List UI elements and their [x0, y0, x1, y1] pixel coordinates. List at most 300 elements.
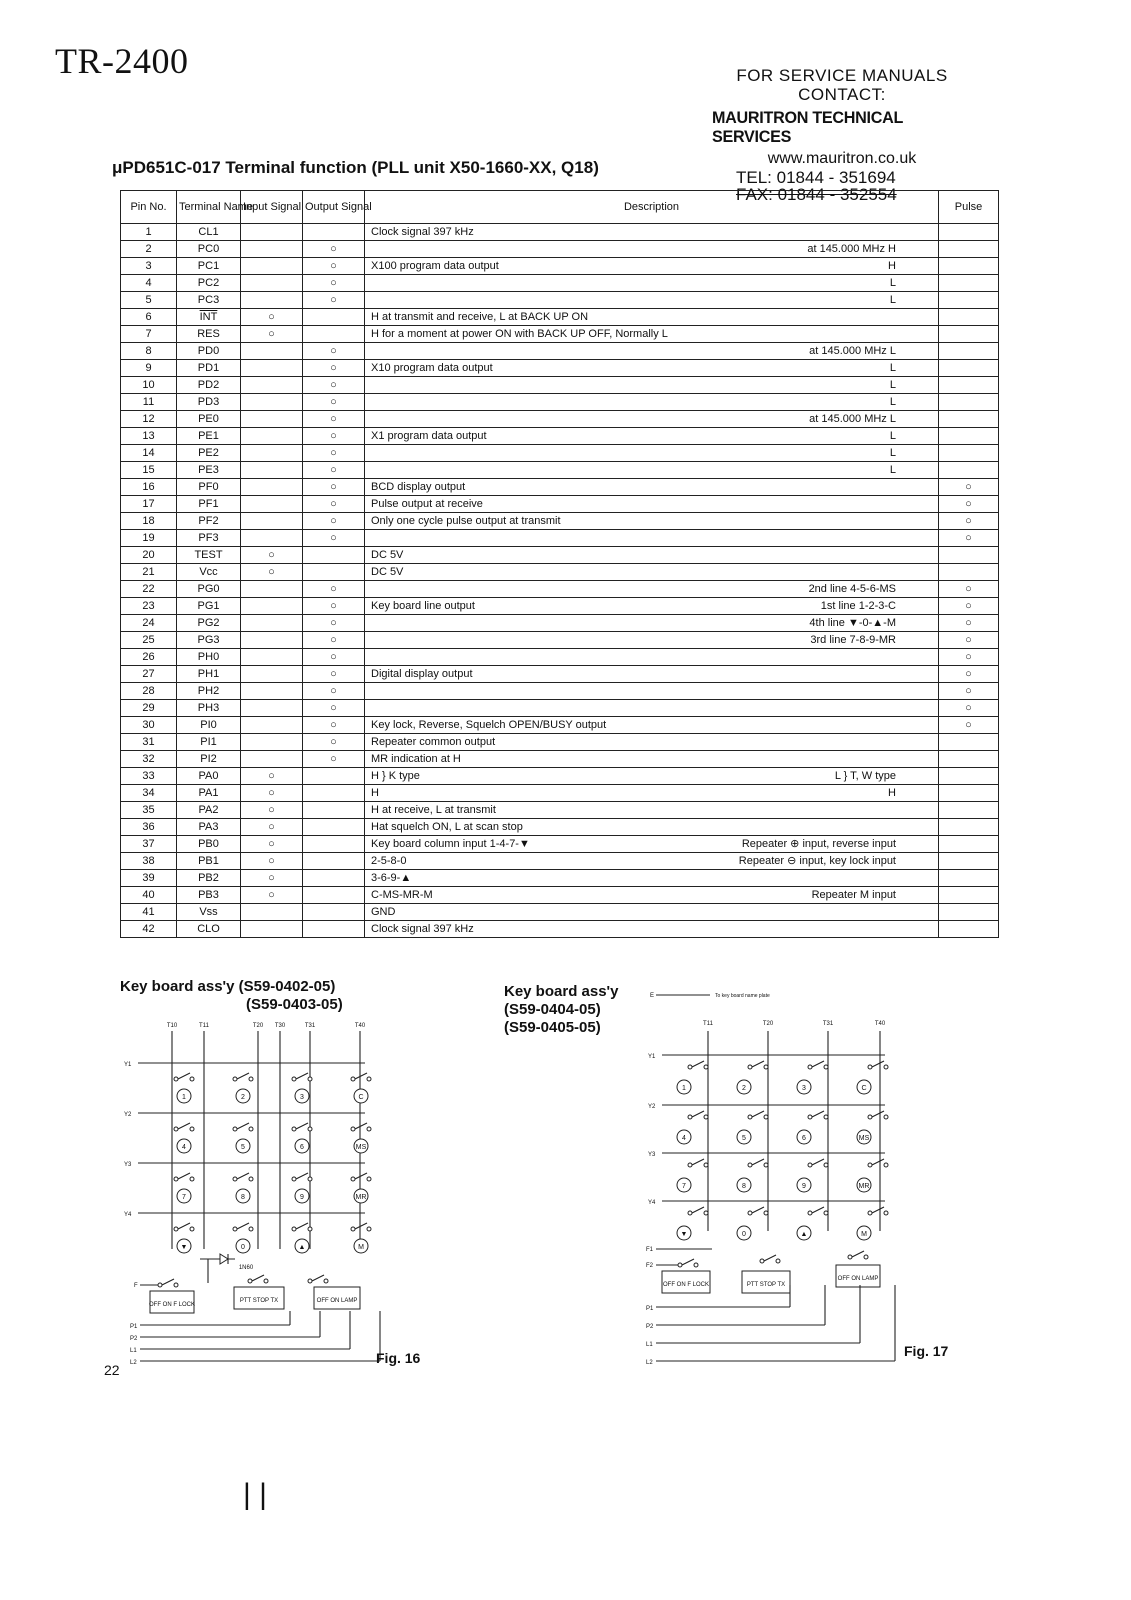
pulse-cell-text: ○	[965, 719, 972, 731]
key-label: ▼	[180, 1244, 188, 1251]
pulse-cell	[939, 360, 999, 377]
column-label: T11	[199, 1023, 209, 1029]
terminal-name-cell	[177, 479, 241, 496]
terminal-name-cell	[177, 428, 241, 445]
description-cell	[365, 445, 939, 462]
pin-cell-text: 25	[142, 634, 155, 646]
input-signal-cell-text: ○	[268, 311, 275, 323]
pulse-cell	[939, 615, 999, 632]
description-note: L	[889, 430, 896, 442]
description-note: H	[888, 260, 896, 272]
pulse-cell	[939, 411, 999, 428]
description-note: Repeater M input	[811, 889, 896, 901]
description-cell	[365, 309, 939, 326]
fig16-caption: Fig. 16	[376, 1350, 421, 1366]
terminal-name-cell	[177, 258, 241, 275]
pulse-cell	[939, 479, 999, 496]
terminal-name-cell-text: TEST	[194, 549, 223, 561]
description-cell	[365, 768, 939, 785]
pin-cell	[121, 360, 177, 377]
key-switch-lever	[178, 1173, 190, 1179]
pin-cell	[121, 428, 177, 445]
output-signal-cell	[303, 632, 365, 649]
key-switch-contact	[748, 1115, 752, 1119]
ptt-switch-contact	[264, 1279, 268, 1283]
output-signal-cell-text: ○	[330, 396, 337, 408]
key-switch-contact	[688, 1163, 692, 1167]
table-row	[121, 428, 999, 445]
output-signal-cell	[303, 870, 365, 887]
terminal-name-cell	[177, 275, 241, 292]
switch-label: OFF ON F LOCK	[662, 1282, 710, 1288]
header-pulse: Pulse	[939, 191, 999, 224]
terminal-name-cell-text: RES	[197, 328, 220, 340]
terminal-name-cell	[177, 717, 241, 734]
pin-cell-text: 20	[142, 549, 155, 561]
input-signal-cell	[241, 462, 303, 479]
pulse-cell	[939, 700, 999, 717]
terminal-name-cell	[177, 496, 241, 513]
row-label: Y3	[648, 1152, 656, 1158]
terminal-name-cell-text: Vss	[199, 906, 218, 918]
table-row	[121, 581, 999, 598]
description-cell	[365, 326, 939, 343]
terminal-name-cell-text: PF0	[198, 481, 219, 493]
table-row	[121, 530, 999, 547]
pin-cell	[121, 258, 177, 275]
key-switch-lever	[178, 1073, 190, 1079]
input-signal-cell	[241, 921, 303, 938]
pin-cell-text: 19	[142, 532, 155, 544]
line-label: P1	[646, 1306, 654, 1312]
output-signal-cell-text: ○	[330, 362, 337, 374]
terminal-name-cell-text: PA3	[198, 821, 219, 833]
description-cell	[365, 904, 939, 921]
terminal-name-cell-text: PE3	[198, 464, 219, 476]
pin-cell-text: 14	[142, 447, 155, 459]
description-cell	[365, 377, 939, 394]
e-label: E	[650, 993, 655, 999]
table-row	[121, 292, 999, 309]
column-label: T11	[703, 1021, 713, 1027]
key-label: 8	[742, 1183, 746, 1190]
key-switch-contact	[868, 1163, 872, 1167]
key-switch-contact	[190, 1227, 194, 1231]
pin-cell	[121, 700, 177, 717]
input-signal-cell	[241, 819, 303, 836]
f-switch-contact	[158, 1283, 162, 1287]
input-signal-cell	[241, 326, 303, 343]
line-label: L1	[130, 1348, 137, 1354]
key-switch-contact	[308, 1127, 312, 1131]
description-text: DC 5V	[371, 549, 404, 561]
key-label: 6	[802, 1135, 806, 1142]
pulse-cell	[939, 887, 999, 904]
input-signal-cell	[241, 632, 303, 649]
terminal-name-cell-text: PD2	[197, 379, 220, 391]
lamp-switch-lever	[852, 1251, 864, 1257]
output-signal-cell	[303, 683, 365, 700]
line-label: L1	[646, 1342, 653, 1348]
description-note: L	[889, 277, 896, 289]
description-cell	[365, 258, 939, 275]
key-switch-contact	[190, 1077, 194, 1081]
pulse-cell	[939, 241, 999, 258]
terminal-name-cell	[177, 853, 241, 870]
pin-cell-text: 26	[142, 651, 155, 663]
pulse-cell	[939, 326, 999, 343]
switch-label: OFF ON LAMP	[316, 1298, 358, 1304]
key-switch-contact	[808, 1065, 812, 1069]
terminal-name-cell	[177, 785, 241, 802]
key-switch-contact	[824, 1065, 828, 1069]
input-signal-cell	[241, 394, 303, 411]
key-switch-contact	[351, 1077, 355, 1081]
terminal-table-body	[121, 224, 999, 938]
key-switch-contact	[884, 1115, 888, 1119]
input-signal-cell	[241, 802, 303, 819]
pulse-cell	[939, 462, 999, 479]
key-switch-contact	[351, 1177, 355, 1181]
pulse-cell-text: ○	[965, 583, 972, 595]
output-signal-cell	[303, 241, 365, 258]
input-signal-cell	[241, 700, 303, 717]
row-label: Y2	[124, 1112, 132, 1118]
key-switch-lever	[296, 1073, 308, 1079]
key-switch-contact	[249, 1227, 253, 1231]
table-row	[121, 717, 999, 734]
pin-cell	[121, 632, 177, 649]
pin-cell	[121, 649, 177, 666]
key-switch-lever	[872, 1207, 884, 1213]
terminal-function-table	[120, 190, 999, 938]
key-switch-contact	[249, 1127, 253, 1131]
key-label: 5	[241, 1144, 245, 1151]
column-label: T20	[252, 1023, 264, 1029]
input-signal-cell	[241, 904, 303, 921]
key-label: MS	[858, 1135, 870, 1142]
fig17-schematic	[640, 985, 910, 1370]
terminal-name-cell	[177, 802, 241, 819]
description-text: 2-5-8-0	[371, 855, 407, 867]
contact-tel: TEL: 01844 - 351694	[736, 168, 896, 187]
pulse-cell	[939, 666, 999, 683]
description-text: Clock signal 397 kHz	[371, 923, 474, 935]
description-text: Digital display output	[371, 668, 473, 680]
pin-cell-text: 3	[145, 260, 152, 272]
output-signal-cell-text: ○	[330, 481, 337, 493]
header-name: Terminal Name	[177, 191, 241, 224]
output-signal-cell	[303, 377, 365, 394]
switch-label: PTT STOP TX	[746, 1282, 786, 1288]
key-label: 2	[742, 1085, 746, 1092]
output-signal-cell-text: ○	[330, 345, 337, 357]
output-signal-cell	[303, 496, 365, 513]
terminal-name-cell-text: PF1	[198, 498, 219, 510]
row-label: Y4	[648, 1200, 656, 1206]
input-signal-cell	[241, 258, 303, 275]
key-switch-contact	[748, 1211, 752, 1215]
pin-cell	[121, 802, 177, 819]
key-label: 4	[682, 1135, 686, 1142]
lamp-switch-contact	[864, 1255, 868, 1259]
terminal-name-cell	[177, 462, 241, 479]
line-label: P1	[130, 1324, 138, 1330]
key-label: 1	[182, 1094, 186, 1101]
terminal-name-cell-text: PC2	[197, 277, 220, 289]
key-switch-contact	[764, 1211, 768, 1215]
input-signal-cell	[241, 870, 303, 887]
pulse-cell	[939, 530, 999, 547]
key-switch-contact	[233, 1177, 237, 1181]
pulse-cell-text: ○	[965, 600, 972, 612]
description-note: Repeater ⊕ input, reverse input	[741, 838, 896, 850]
key-switch-lever	[296, 1173, 308, 1179]
output-signal-cell	[303, 853, 365, 870]
input-signal-cell	[241, 479, 303, 496]
pulse-cell	[939, 496, 999, 513]
description-cell	[365, 819, 939, 836]
key-switch-contact	[704, 1115, 708, 1119]
pulse-cell	[939, 564, 999, 581]
pin-cell	[121, 615, 177, 632]
fig17-title-line-1: Key board ass'y	[504, 983, 619, 1000]
key-label: 7	[682, 1183, 686, 1190]
table-row	[121, 853, 999, 870]
description-cell	[365, 785, 939, 802]
pulse-cell	[939, 428, 999, 445]
pin-cell-text: 13	[142, 430, 155, 442]
terminal-name-cell	[177, 445, 241, 462]
input-signal-cell	[241, 377, 303, 394]
terminal-name-cell-text: PC1	[197, 260, 220, 272]
table-row	[121, 836, 999, 853]
pin-cell	[121, 785, 177, 802]
input-signal-cell	[241, 598, 303, 615]
pin-cell-text: 22	[142, 583, 155, 595]
terminal-name-cell-text: PE1	[198, 430, 219, 442]
table-row	[121, 360, 999, 377]
pulse-cell	[939, 581, 999, 598]
table-row	[121, 615, 999, 632]
input-signal-cell	[241, 445, 303, 462]
terminal-name-cell-text: CLO	[197, 923, 220, 935]
key-switch-contact	[764, 1065, 768, 1069]
description-note: L	[889, 396, 896, 408]
key-switch-contact	[808, 1115, 812, 1119]
input-signal-cell	[241, 717, 303, 734]
terminal-name-cell-text: PB2	[198, 872, 219, 884]
input-signal-cell	[241, 411, 303, 428]
key-switch-contact	[174, 1077, 178, 1081]
description-cell	[365, 462, 939, 479]
fig16-title-line-2: (S59-0403-05)	[246, 996, 343, 1013]
terminal-name-cell	[177, 700, 241, 717]
pin-cell-text: 11	[142, 396, 155, 408]
pin-cell-text: 4	[145, 277, 152, 289]
output-signal-cell	[303, 700, 365, 717]
output-signal-cell-text: ○	[330, 617, 337, 629]
pin-cell	[121, 904, 177, 921]
line-label: L2	[646, 1360, 653, 1366]
description-cell	[365, 581, 939, 598]
terminal-name-cell	[177, 411, 241, 428]
input-signal-cell-text: ○	[268, 566, 275, 578]
switch-label: OFF ON F LOCK	[148, 1302, 196, 1308]
input-signal-cell	[241, 853, 303, 870]
key-switch-contact	[190, 1177, 194, 1181]
output-signal-cell	[303, 615, 365, 632]
key-label: M	[861, 1231, 867, 1238]
terminal-name-cell	[177, 581, 241, 598]
terminal-name-cell-text: PI1	[200, 736, 217, 748]
pulse-cell	[939, 445, 999, 462]
terminal-name-cell-text: PH3	[197, 702, 220, 714]
output-signal-cell	[303, 445, 365, 462]
key-label: ▲	[298, 1244, 306, 1251]
fig17-caption: Fig. 17	[904, 1343, 949, 1359]
pin-cell-text: 21	[142, 566, 155, 578]
key-switch-contact	[808, 1211, 812, 1215]
pin-cell	[121, 598, 177, 615]
key-switch-contact	[292, 1227, 296, 1231]
key-switch-contact	[884, 1211, 888, 1215]
key-switch-contact	[308, 1077, 312, 1081]
fig17-title-line-3: (S59-0405-05)	[504, 1019, 601, 1036]
terminal-name-cell	[177, 904, 241, 921]
output-signal-cell	[303, 666, 365, 683]
key-switch-contact	[868, 1211, 872, 1215]
input-signal-cell-text: ○	[268, 838, 275, 850]
table-row	[121, 275, 999, 292]
key-switch-contact	[308, 1227, 312, 1231]
key-switch-contact	[688, 1115, 692, 1119]
pulse-cell	[939, 343, 999, 360]
row-label: Y4	[124, 1212, 132, 1218]
key-switch-contact	[748, 1065, 752, 1069]
output-signal-cell	[303, 904, 365, 921]
output-signal-cell-text: ○	[330, 430, 337, 442]
lamp-switch-contact	[848, 1255, 852, 1259]
pulse-cell	[939, 394, 999, 411]
output-signal-cell	[303, 734, 365, 751]
input-signal-cell	[241, 649, 303, 666]
key-switch-contact	[233, 1077, 237, 1081]
ptt-switch-contact	[248, 1279, 252, 1283]
terminal-name-cell	[177, 615, 241, 632]
output-signal-cell	[303, 292, 365, 309]
terminal-name-cell	[177, 734, 241, 751]
table-row	[121, 904, 999, 921]
page-number: 22	[104, 1362, 120, 1378]
input-signal-cell	[241, 343, 303, 360]
key-label: 8	[241, 1194, 245, 1201]
pulse-cell	[939, 751, 999, 768]
pin-cell	[121, 445, 177, 462]
description-text: H at receive, L at transmit	[371, 804, 496, 816]
pin-cell	[121, 513, 177, 530]
description-cell	[365, 428, 939, 445]
description-cell	[365, 870, 939, 887]
description-cell	[365, 632, 939, 649]
description-text: Repeater common output	[371, 736, 496, 748]
key-switch-contact	[190, 1127, 194, 1131]
key-label: 6	[300, 1144, 304, 1151]
key-switch-contact	[824, 1211, 828, 1215]
pulse-cell-text: ○	[965, 634, 972, 646]
input-signal-cell	[241, 530, 303, 547]
pulse-cell	[939, 632, 999, 649]
terminal-name-cell	[177, 921, 241, 938]
description-note: L } T, W type	[834, 770, 896, 782]
key-label: C	[861, 1085, 867, 1092]
lamp-switch-contact	[324, 1279, 328, 1283]
key-switch-contact	[688, 1211, 692, 1215]
pin-cell-text: 2	[145, 243, 152, 255]
output-signal-cell	[303, 649, 365, 666]
output-signal-cell-text: ○	[330, 583, 337, 595]
key-label: MR	[858, 1183, 870, 1190]
description-cell	[365, 751, 939, 768]
terminal-name-cell	[177, 513, 241, 530]
pulse-cell	[939, 275, 999, 292]
input-signal-cell	[241, 241, 303, 258]
table-row	[121, 411, 999, 428]
pin-cell-text: 15	[142, 464, 155, 476]
pin-cell-text: 1	[145, 226, 152, 238]
output-signal-cell	[303, 309, 365, 326]
description-text: X10 program data output	[371, 362, 493, 374]
pin-cell-text: 10	[142, 379, 155, 391]
description-note: 4th line ▼-0-▲-M	[809, 617, 896, 629]
table-row	[121, 768, 999, 785]
description-cell	[365, 411, 939, 428]
table-row	[121, 513, 999, 530]
terminal-name-cell	[177, 241, 241, 258]
output-signal-cell-text: ○	[330, 464, 337, 476]
key-label: 3	[300, 1094, 304, 1101]
pulse-cell-text: ○	[965, 685, 972, 697]
pulse-cell	[939, 785, 999, 802]
pin-cell	[121, 921, 177, 938]
input-signal-cell	[241, 615, 303, 632]
description-text: Hat squelch ON, L at scan stop	[371, 821, 523, 833]
pin-cell	[121, 683, 177, 700]
description-cell	[365, 241, 939, 258]
model-title: TR-2400	[55, 41, 189, 81]
pulse-cell	[939, 513, 999, 530]
table-row	[121, 887, 999, 904]
input-signal-cell	[241, 360, 303, 377]
terminal-name-cell-text: PD1	[197, 362, 220, 374]
key-switch-contact	[174, 1177, 178, 1181]
input-signal-cell	[241, 581, 303, 598]
output-signal-cell	[303, 547, 365, 564]
table-row	[121, 700, 999, 717]
pin-cell	[121, 394, 177, 411]
description-cell	[365, 513, 939, 530]
key-switch-lever	[178, 1223, 190, 1229]
input-signal-cell-text: ○	[268, 328, 275, 340]
key-switch-contact	[824, 1163, 828, 1167]
input-signal-cell	[241, 734, 303, 751]
pin-cell	[121, 717, 177, 734]
key-label: 2	[241, 1094, 245, 1101]
table-row	[121, 870, 999, 887]
output-signal-cell-text: ○	[330, 668, 337, 680]
key-switch-lever	[812, 1159, 824, 1165]
column-label: T10	[166, 1023, 178, 1029]
